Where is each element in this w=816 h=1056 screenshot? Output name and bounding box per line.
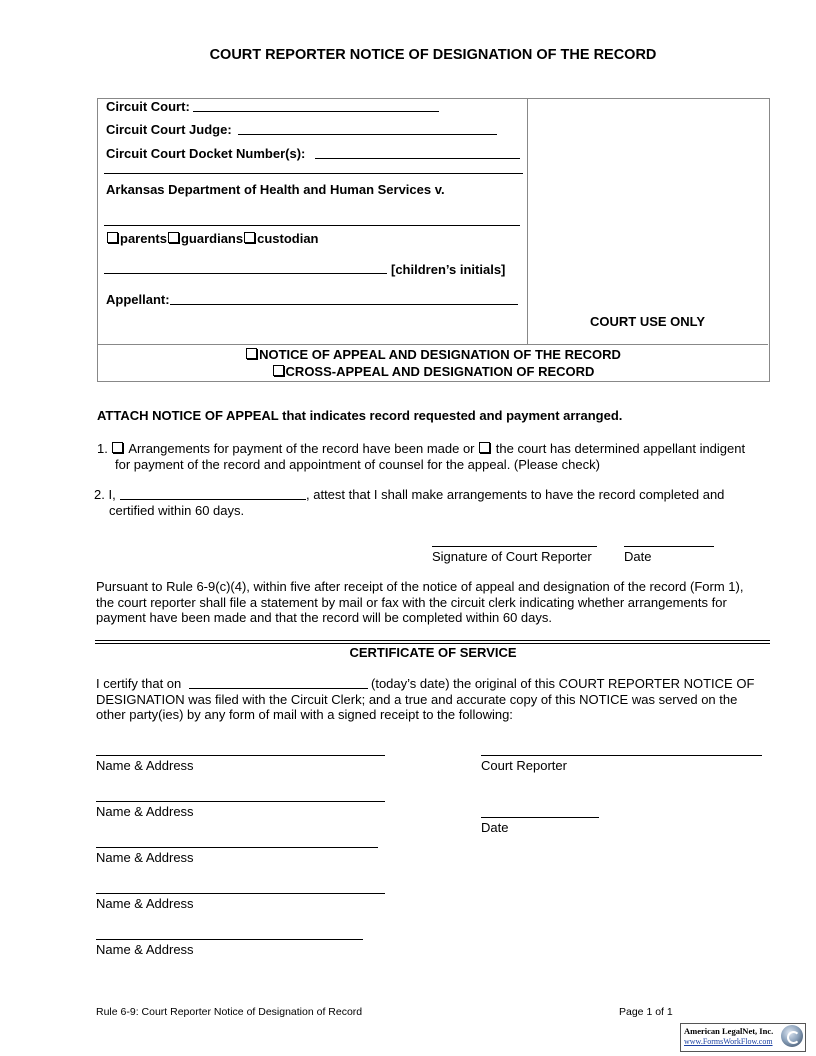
- signature-date-field[interactable]: [624, 546, 714, 547]
- notice-of-appeal-checkbox[interactable]: [246, 348, 257, 359]
- signature-label: Signature of Court Reporter: [432, 549, 592, 564]
- footer-page: Page 1 of 1: [619, 1006, 673, 1018]
- circuit-judge-field[interactable]: [238, 134, 497, 135]
- court-reporter-field[interactable]: [481, 755, 762, 756]
- certificate-heading: CERTIFICATE OF SERVICE: [349, 645, 517, 660]
- circuit-judge-label: Circuit Court Judge:: [106, 122, 232, 137]
- cross-appeal-label: CROSS-APPEAL AND DESIGNATION OF RECORD: [285, 364, 595, 379]
- dept-label: Arkansas Department of Health and Human Services v.: [106, 182, 445, 197]
- children-initials-field[interactable]: [104, 273, 387, 274]
- item-1: [97, 441, 745, 456]
- name-address-field-3[interactable]: [96, 847, 378, 848]
- name-address-label-5: Name & Address: [96, 942, 194, 957]
- signature-date-label: Date: [624, 549, 652, 564]
- section-divider: [95, 640, 770, 644]
- dept-party-field[interactable]: [104, 225, 520, 226]
- name-address-field-4[interactable]: [96, 893, 385, 894]
- docket-field[interactable]: [315, 158, 520, 159]
- globe-icon: [781, 1025, 803, 1047]
- item-1-part-a: Arrangements for payment of the record have been made or: [128, 441, 475, 456]
- custodian-option-label: custodian: [257, 231, 319, 246]
- payment-arranged-checkbox[interactable]: [112, 442, 123, 453]
- page-title: COURT REPORTER NOTICE OF DESIGNATION OF THE RECORD: [209, 47, 657, 63]
- reporter-name-field[interactable]: [120, 499, 306, 500]
- service-date-field-2[interactable]: [481, 817, 599, 818]
- court-reporter-label: Court Reporter: [481, 758, 567, 773]
- item-2-line-2: certified within 60 days.: [109, 503, 245, 518]
- item-1-number: 1.: [97, 441, 108, 456]
- notice-of-appeal-option: [98, 347, 768, 362]
- cross-appeal-checkbox[interactable]: [273, 365, 284, 376]
- logo-company-name: American LegalNet, Inc.: [684, 1026, 774, 1036]
- footer-rule: Rule 6-9: Court Reporter Notice of Designation of Record: [96, 1006, 363, 1018]
- header-box-vertical-divider: [527, 99, 528, 344]
- certificate-line-2: DESIGNATION was filed with the Circuit Clerk; and a true and accurate copy of this NOTICE was served on the: [96, 692, 738, 707]
- notice-of-appeal-label: NOTICE OF APPEAL AND DESIGNATION OF THE RECORD: [259, 347, 621, 362]
- pursuant-line-2: the court reporter shall file a statement by mail or fax with the circuit clerk indicating whether arrangements for: [96, 595, 727, 610]
- name-address-field-2[interactable]: [96, 801, 385, 802]
- american-legalnet-logo[interactable]: [680, 1023, 806, 1052]
- guardians-checkbox[interactable]: [168, 232, 179, 243]
- name-address-label-2: Name & Address: [96, 804, 194, 819]
- signature-field[interactable]: [432, 546, 597, 547]
- name-address-field-1[interactable]: [96, 755, 385, 756]
- certificate-line-1a: I certify that on: [96, 676, 182, 691]
- parents-checkbox[interactable]: [107, 232, 118, 243]
- circuit-court-field[interactable]: [193, 111, 439, 112]
- indigent-checkbox[interactable]: [479, 442, 490, 453]
- item-2-part-a: , attest that I shall make arrangements to have the record completed and: [306, 487, 725, 502]
- service-date-field[interactable]: [189, 688, 368, 689]
- name-address-label-4: Name & Address: [96, 896, 194, 911]
- custodian-checkbox[interactable]: [244, 232, 255, 243]
- court-use-only: COURT USE ONLY: [590, 314, 706, 329]
- item-1-part-b: the court has determined appellant indigent: [495, 441, 746, 456]
- certificate-line-3: other party(ies) by any form of mail with a signed receipt to the following:: [96, 707, 513, 722]
- attach-notice-instruction: ATTACH NOTICE OF APPEAL that indicates record requested and payment arranged.: [97, 408, 623, 423]
- appellant-field[interactable]: [170, 304, 518, 305]
- pursuant-line-3: payment have been made and that the record will be completed within 60 days.: [96, 610, 552, 625]
- appellant-label: Appellant:: [106, 292, 170, 307]
- cross-appeal-option: [98, 364, 768, 379]
- children-initials-label: [children’s initials]: [391, 262, 506, 277]
- docket-field-line-2[interactable]: [104, 173, 523, 174]
- parents-option-label: parents: [120, 231, 167, 246]
- service-date-label: Date: [481, 820, 509, 835]
- docket-label: Circuit Court Docket Number(s):: [106, 146, 306, 161]
- circuit-court-label: Circuit Court:: [106, 99, 190, 114]
- name-address-label-3: Name & Address: [96, 850, 194, 865]
- pursuant-line-1: Pursuant to Rule 6-9(c)(4), within five after receipt of the notice of appeal and designation of the record (Form 1),: [96, 579, 744, 594]
- name-address-label-1: Name & Address: [96, 758, 194, 773]
- item-1-line-2: for payment of the record and appointment of counsel for the appeal. (Please check): [115, 457, 600, 472]
- certificate-line-1b: (today’s date) the original of this COURT REPORTER NOTICE OF: [371, 676, 755, 691]
- logo-url-link[interactable]: www.FormsWorkFlow.com: [684, 1037, 773, 1046]
- header-box-horizontal-divider: [98, 344, 768, 345]
- guardians-option-label: guardians: [180, 231, 244, 246]
- item-2-number: 2. I,: [94, 487, 116, 502]
- name-address-field-5[interactable]: [96, 939, 363, 940]
- party-type-options: [106, 231, 319, 246]
